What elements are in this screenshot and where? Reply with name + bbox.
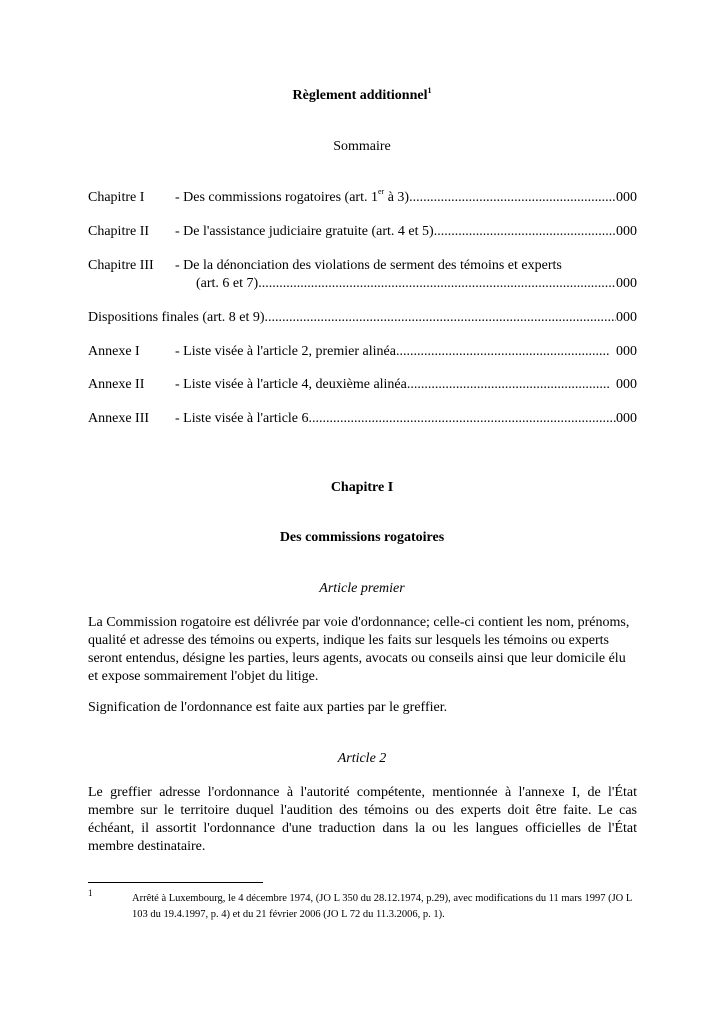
title-text: Règlement additionnel — [292, 88, 428, 103]
toc-title: - De l'assistance judiciaire gratuite (art. 4 et 5) — [175, 224, 434, 239]
toc-page: 000 — [616, 276, 637, 291]
chapter-title: Des commissions rogatoires — [279, 530, 445, 545]
title-footnote-ref[interactable]: 1 — [427, 86, 432, 95]
toc-leader — [396, 343, 610, 361]
article-paragraph: Signification de l'ordonnance est faite aux parties par le greffier. — [88, 700, 448, 715]
toc-title-continued: (art. 6 et 7) — [196, 276, 259, 291]
toc-leader — [407, 376, 610, 394]
toc-entry-annexe-3[interactable] — [88, 410, 637, 428]
toc-entry-chapitre-3[interactable] — [88, 257, 637, 293]
toc-entry-chapitre-1[interactable] — [88, 189, 637, 207]
toc-leader — [258, 275, 616, 293]
toc-page: 000 — [616, 224, 637, 239]
toc-title: - Liste visée à l'article 4, deuxième alinéa — [175, 377, 407, 392]
toc-label: Annexe I — [88, 344, 140, 359]
toc-title: Dispositions finales (art. 8 et 9) — [88, 310, 265, 325]
toc-label: Annexe II — [88, 377, 145, 392]
footnote-separator — [88, 882, 263, 883]
footnote-number: 1 — [88, 888, 93, 898]
article-heading: Article 2 — [337, 751, 387, 766]
toc-page: 000 — [616, 344, 637, 359]
sommaire-heading: Sommaire — [333, 139, 391, 154]
toc-page: 000 — [616, 377, 637, 392]
chapter-number: Chapitre I — [330, 480, 394, 495]
toc-label: Chapitre I — [88, 190, 145, 205]
toc-page: 000 — [616, 190, 637, 205]
toc-leader — [309, 410, 616, 428]
article-paragraph: La Commission rogatoire est délivrée par voie d'ordonnance; celle-ci contient les nom, prénoms, qualité et adresse des témoins ou experts, indique les faits sur lesquels les témoins ou experts seront entendus, désigne les parties, leurs agents, avocats ou conseils ainsi que leur domicile élu et expose sommairement l'objet du litige. — [88, 615, 630, 684]
toc-label: Annexe III — [88, 411, 150, 426]
toc-leader — [265, 309, 616, 327]
article-paragraph: Le greffier adresse l'ordonnance à l'autorité compétente, mentionnée à l'annexe I, de l'État membre sur le territoire duquel l'audition des témoins ou des experts doit être faite. Le cas échéant, il assortit l'ordonnance d'une traduction dans la ou les langues officielles de l'État membre destinataire. — [88, 785, 637, 854]
toc-title: - Liste visée à l'article 2, premier alinéa — [175, 344, 396, 359]
toc-page: 000 — [616, 411, 637, 426]
document-title — [0, 88, 724, 104]
toc-page: 000 — [616, 310, 637, 325]
toc-entry-annexe-1[interactable] — [88, 343, 637, 361]
toc-entry-chapitre-2[interactable] — [88, 223, 637, 241]
toc-entry-annexe-2[interactable] — [88, 376, 637, 394]
toc-label: Chapitre II — [88, 224, 150, 239]
article-heading: Article premier — [319, 581, 405, 596]
footnote-text: Arrêté à Luxembourg, le 4 décembre 1974, (JO L 350 du 28.12.1974, p.29), avec modifications du 11 mars 1997 (JO L 103 du 19.4.1997, p. 4) et du 21 février 2006 (JO L 72 du 11.3.2006, p. 1). — [132, 893, 632, 920]
toc-label: Chapitre III — [88, 258, 154, 273]
toc-entry-dispositions-finales[interactable] — [88, 309, 637, 327]
toc-title: - Liste visée à l'article 6 — [175, 411, 309, 426]
toc-title: - Des commissions rogatoires (art. 1er à 3) — [175, 187, 410, 205]
toc-leader — [434, 223, 616, 241]
toc-leader — [409, 189, 616, 207]
toc-title: - De la dénonciation des violations de serment des témoins et experts — [175, 258, 562, 273]
